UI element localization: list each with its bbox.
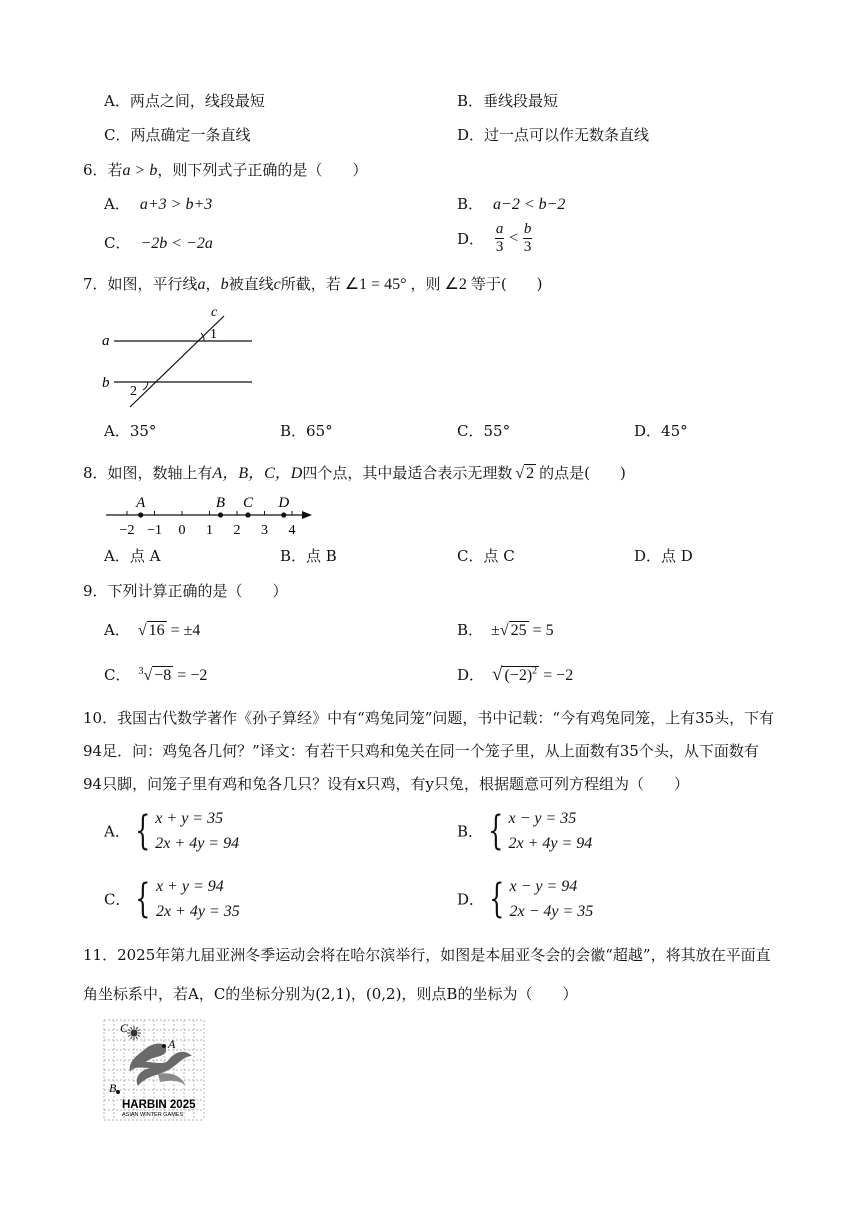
q9-option-b: [457, 619, 554, 640]
sun-ray: [131, 1027, 133, 1030]
q6-stem-suffix: ，则下列式子正确的是（ ）: [157, 161, 368, 179]
q6-d-relation: <: [509, 229, 519, 247]
axis-point-label: C: [242, 495, 254, 511]
q8-option-c: C．点 C: [457, 547, 515, 565]
label-b: B: [109, 1081, 117, 1095]
q11-stem-line-2: 角坐标系中，若A，C的坐标分别为(2,1)，(0,2)，则点B的坐标为（ ）: [83, 985, 578, 1003]
q6-option-a-expr: a+3 > b+3: [139, 196, 213, 213]
q10-option-d: [457, 874, 593, 924]
q9-d-rest: = −2: [539, 667, 574, 684]
q10-c-brace: {: [135, 876, 151, 922]
q9-b-label: B．: [457, 621, 484, 639]
q9-b-radicand: 25: [510, 622, 527, 639]
q8-sqrt: √ 2: [515, 465, 535, 482]
label-angle-2: 2: [130, 384, 137, 399]
q10-d-system: [509, 874, 593, 924]
axis-tick-label: 4: [288, 523, 296, 538]
q10-stem-line-2: 94足．问：鸡兔各几何？”译文：有若干只鸡和兔关在同一个笼子里，从上面数有35个头，从下面数有: [83, 742, 759, 760]
q6-d-den-b: 3: [523, 239, 532, 255]
q10-a-eq2: 2x + 4y = 94: [155, 835, 240, 852]
q9-b-rest: = 5: [528, 622, 554, 639]
q7-stem-4: ，则: [410, 275, 441, 293]
axis-point-label: A: [136, 495, 146, 511]
q8-stem-1: 8．如图，数轴上有: [83, 464, 213, 482]
point-b-dot: [116, 1090, 120, 1094]
q7-option-a: A．35°: [104, 422, 157, 440]
q8-stem-3: 的点是( ): [539, 464, 626, 482]
q7-option-b: B．65°: [280, 422, 333, 440]
q9-option-a: [104, 619, 200, 640]
q9-d-label: D．: [457, 666, 485, 684]
q10-option-a: [104, 806, 239, 856]
axis-point: [218, 512, 223, 517]
q9-a-label: A．: [104, 621, 130, 639]
axis-point: [281, 512, 286, 517]
point-a-dot: [162, 1044, 166, 1048]
q9-c-sqrt: √ −8: [143, 667, 172, 684]
q8-stem-2: 四个点，其中最适合表示无理数: [302, 464, 513, 482]
q9-c-rest: = −2: [173, 667, 208, 684]
q9-a-rest: = ±4: [166, 622, 201, 639]
q7-ask: ∠2: [444, 276, 467, 293]
q8-number-line: [100, 490, 320, 540]
q6-option-a: [104, 193, 212, 214]
axis-tick-label: 2: [233, 523, 241, 538]
q10-c-system: [156, 874, 240, 924]
q10-d-brace: {: [489, 876, 505, 922]
q10-a-label: A．: [104, 822, 130, 841]
axis-tick-label: −2: [119, 523, 135, 538]
q7-stem-5: 等于( ): [470, 275, 543, 293]
axis-tick-label: 0: [178, 523, 186, 538]
sun-icon: [127, 1026, 141, 1040]
q6-option-c-label: C．: [104, 234, 131, 252]
q9-a-radicand: 16: [148, 622, 165, 639]
q9-b-sqrt: √ 25: [499, 622, 527, 639]
sun-ray: [131, 1036, 133, 1039]
q9-d-exponent: 2: [532, 665, 538, 677]
q10-b-system: [508, 806, 592, 856]
q5-option-c: C．两点确定一条直线: [104, 126, 251, 144]
q10-d-label: D．: [457, 890, 485, 909]
q10-c-label: C．: [104, 890, 131, 909]
q9-b-pm: ±: [491, 622, 500, 639]
label-angle-1: 1: [210, 327, 217, 342]
q6-d-num-a: a: [495, 221, 504, 237]
q7-var-b: b: [220, 276, 229, 293]
q9-d-radicand: (−2): [504, 667, 533, 684]
axis-points: [135, 495, 289, 518]
q7-var-a: a: [197, 276, 206, 293]
axis-point: [138, 512, 143, 517]
q10-option-b: [457, 806, 592, 856]
q10-d-eq2: 2x − 4y = 35: [509, 903, 594, 920]
axis-arrow: [302, 511, 312, 519]
axis-tick-label: 1: [206, 523, 213, 538]
q8-points: A，B，C，D: [212, 465, 303, 482]
q10-b-brace: {: [488, 808, 504, 854]
logo-text-harbin: HARBIN 2025: [122, 1099, 196, 1111]
label-b: b: [102, 375, 110, 391]
q11-stem-line-1: 11．2025年第九届亚洲冬季运动会将在哈尔滨举行，如图是本届亚冬会的会徽“超越”，将其放在平面直: [83, 946, 771, 964]
q10-a-brace: {: [134, 808, 151, 854]
q5-option-a: A．两点之间，线段最短: [104, 92, 265, 110]
q8-stem: [83, 460, 626, 483]
q7-option-c: C．55°: [457, 422, 511, 440]
q9-d-sqrt: √ $(-2)^2$: [492, 664, 538, 685]
q7-stem-3: 所截，若: [280, 275, 341, 293]
q7-sep: ，: [205, 275, 221, 293]
q6-option-d-frac-b: [523, 222, 533, 255]
q10-a-eq1: x + y = 35: [155, 810, 224, 827]
q9-option-d: [457, 664, 573, 686]
q6-option-b-label: B．: [457, 195, 484, 213]
q6-d-num-b: b: [523, 221, 532, 237]
label-a: A: [168, 1037, 176, 1051]
q7-condition: ∠1 = 45°: [344, 276, 407, 293]
q8-option-b: B．点 B: [280, 547, 337, 565]
q6-option-c-expr: −2b < −2a: [140, 235, 213, 252]
q8-option-d: D．点 D: [634, 547, 693, 565]
q7-stem-2: 被直线: [228, 275, 274, 293]
q7-stem-1: 7．如图，平行线: [83, 275, 198, 293]
sun-ray: [137, 1035, 140, 1037]
sun-ray: [136, 1027, 138, 1030]
q10-option-c: [104, 874, 240, 924]
label-c: C: [120, 1021, 129, 1035]
q6-option-b-expr: a−2 < b−2: [493, 196, 566, 213]
q10-b-eq1: x − y = 35: [508, 810, 577, 827]
q9-a-sqrt: √ 16: [137, 622, 165, 639]
axis-tick-label: 3: [261, 523, 268, 538]
q5-option-d: D．过一点可以作无数条直线: [457, 126, 650, 144]
q6-stem-prefix: 6．若: [83, 161, 123, 179]
q10-c-eq1: x + y = 94: [155, 878, 224, 895]
q10-stem-line-1: 10．我国古代数学著作《孙子算经》中有“鸡兔同笼”问题，书中记载：“今有鸡兔同笼，上有35头，下有: [83, 709, 775, 727]
q7-stem: [83, 273, 543, 294]
q7-option-d: D．45°: [634, 422, 688, 440]
axis-point-label: B: [215, 495, 226, 511]
q6-d-den-a: 3: [495, 239, 504, 255]
axis-point-label: D: [278, 495, 290, 511]
q6-option-d-frac-a: [495, 222, 505, 255]
q10-stem-line-3: 94只脚，问笼子里有鸡和兔各几只？设有x只鸡，有y只兔，根据题意可列方程组为（ ）: [83, 775, 690, 793]
q9-stem: 9．下列计算正确的是（ ）: [83, 582, 288, 600]
q8-option-a: A．点 A: [104, 547, 161, 565]
q5-option-b: B．垂线段最短: [457, 92, 559, 110]
q10-a-system: [155, 806, 239, 856]
q10-b-label: B．: [457, 822, 484, 841]
q11-logo-grid-figure: [100, 1016, 215, 1128]
q6-option-b: [457, 193, 565, 214]
q9-c-label: C．: [104, 666, 131, 684]
q8-radicand: 2: [526, 465, 535, 482]
axis-point: [245, 512, 250, 517]
q9-c-radicand: −8: [154, 667, 172, 684]
q6-option-c: [104, 232, 213, 253]
q9-c-index: 3: [138, 666, 144, 677]
sun-ray: [128, 1035, 131, 1037]
label-c: c: [211, 305, 218, 320]
q6-condition: a > b: [122, 162, 158, 179]
q6-option-a-label: A．: [104, 195, 130, 213]
q9-option-c: [104, 664, 207, 685]
q10-d-eq1: x − y = 94: [509, 878, 578, 895]
sun-ray: [136, 1036, 138, 1039]
q10-c-eq2: 2x + 4y = 35: [155, 903, 240, 920]
logo-text-subtitle: ASIAN WINTER GAMES: [122, 1112, 184, 1118]
q7-var-c: c: [273, 276, 281, 293]
q7-parallel-lines-figure: [98, 302, 263, 412]
q9-d-radicand-wrap: [502, 666, 539, 684]
q6-stem: [83, 159, 367, 180]
q6-option-d-label: D．: [457, 230, 485, 248]
axis-tick-label: −1: [147, 523, 162, 538]
sun-ray: [128, 1030, 131, 1032]
label-a: a: [102, 333, 110, 349]
q10-b-eq2: 2x + 4y = 94: [508, 835, 593, 852]
q6-option-d: [457, 222, 532, 255]
angle-2-arc: [143, 382, 148, 390]
